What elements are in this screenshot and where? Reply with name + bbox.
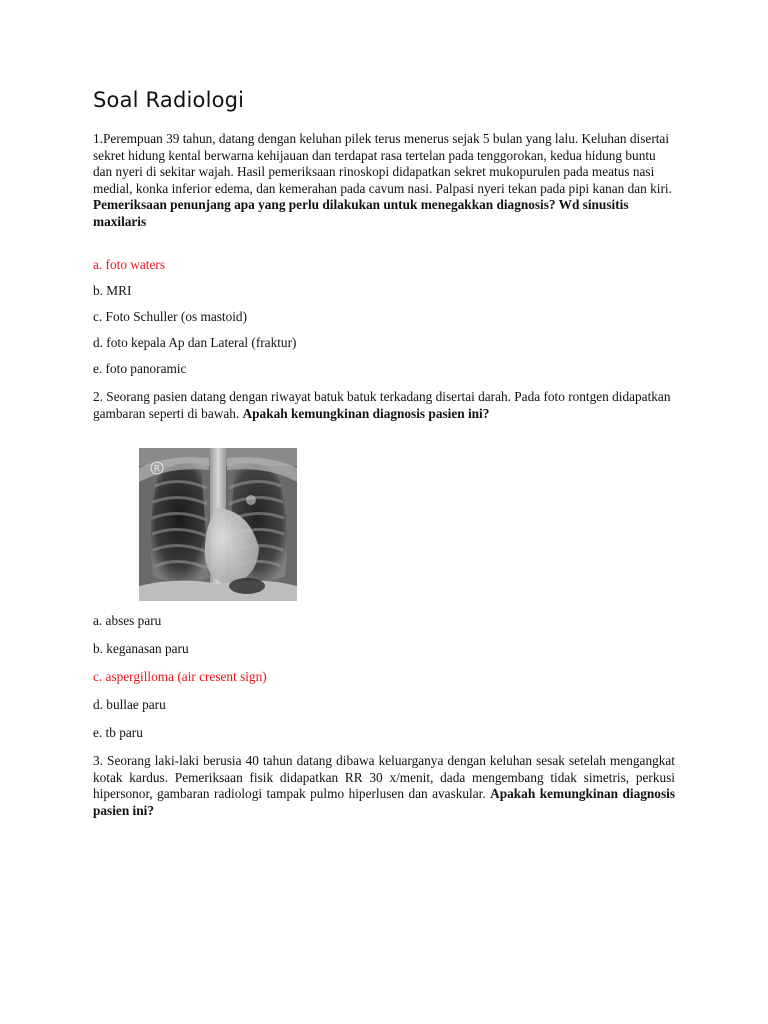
page-title: Soal Radiologi [93, 88, 245, 112]
question-2-option-a: a. abses paru [93, 613, 162, 628]
question-1-option-e: e. foto panoramic [93, 361, 187, 376]
question-3-prompt: Apakah kemungkinan diagnosis pasien ini? [93, 786, 675, 818]
question-1 [93, 131, 675, 230]
question-2 [93, 389, 675, 422]
question-2-option-c: c. aspergilloma (air cresent sign) [93, 669, 267, 684]
question-1-option-b: b. MRI [93, 283, 132, 298]
question-2-option-d: d. bullae paru [93, 697, 166, 712]
xray-marker-label: R [153, 464, 161, 475]
question-2-option-b: b. keganasan paru [93, 641, 189, 656]
question-2-option-e: e. tb paru [93, 725, 143, 740]
question-2-stem: 2. Seorang pasien datang dengan riwayat batuk batuk terkadang disertai darah. Pada foto rontgen didapatkan gambaran seperti di bawah. [93, 389, 671, 421]
chest-xray-image [139, 448, 297, 601]
question-1-option-a: a. foto waters [93, 257, 165, 272]
question-1-stem: 1.Perempuan 39 tahun, datang dengan keluhan pilek terus menerus sejak 5 bulan yang lalu. Keluhan disertai sekret hidung kental berwarna kehijauan dan terdapat rasa tertelan pada tenggorokan, kedua hidung buntu dan nyeri di sekitar wajah. Hasil pemeriksaan rinoskopi didapatkan sekret mukopurulen pada meatus nasi medial, konka inferior edema, dan kemerahan pada cavum nasi. Palpasi nyeri tekan pada pipi kanan dan kiri. [93, 131, 672, 196]
question-1-prompt: Pemeriksaan penunjang apa yang perlu dilakukan untuk menegakkan diagnosis? Wd sinusitis maxilaris [93, 197, 629, 229]
question-1-option-d: d. foto kepala Ap dan Lateral (fraktur) [93, 335, 297, 350]
question-3 [93, 753, 675, 819]
question-2-prompt: Apakah kemungkinan diagnosis pasien ini? [242, 405, 490, 421]
question-1-option-c: c. Foto Schuller (os mastoid) [93, 309, 248, 324]
question-3-stem: 3. Seorang laki-laki berusia 40 tahun datang dibawa keluarganya dengan keluhan sesak setelah mengangkat kotak kardus. Pemeriksaan fisik didapatkan RR 30 x/menit, dada mengembang tidak simetris, perkusi hipersonor, gambaran radiologi tampak pulmo hiperlusen dan avaskular. [93, 753, 675, 801]
